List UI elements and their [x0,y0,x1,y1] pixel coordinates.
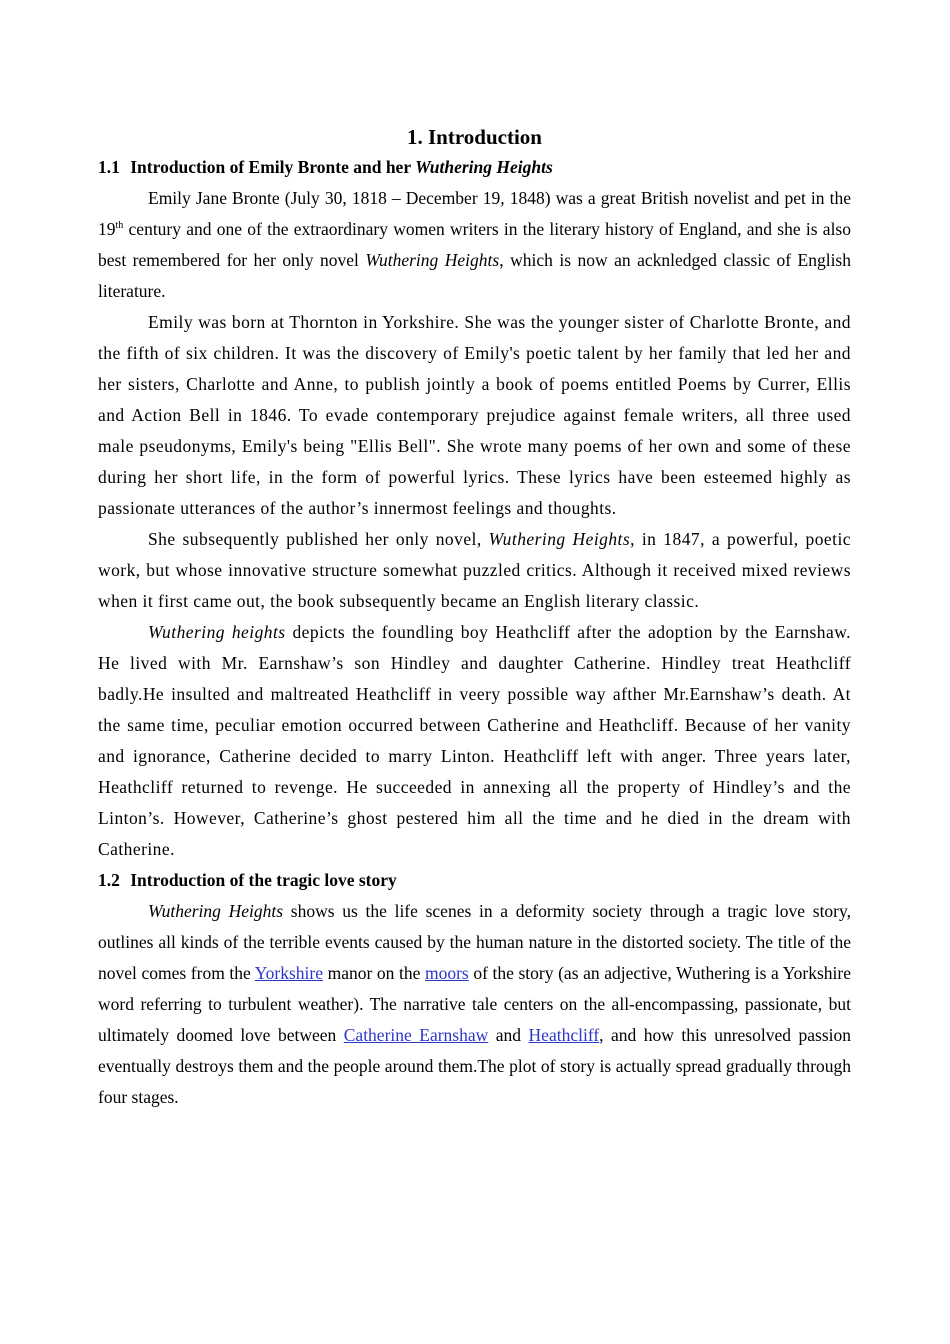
page-title: 1. Introduction [407,125,542,149]
paragraph-2: Emily was born at Thornton in Yorkshire. She was the younger sister of Charlotte Bronte, and the fifth of six children. It was the discovery of Emily's poetic talent by her family that led her and her sisters, Charlotte and Anne, to publish jointly a book of poems entitled Poems by Currer, Ellis and Action Bell in 1846. To evade contemporary prejudice against female writers, all three used male pseudonyms, Emily's being "Ellis Bell". She wrote many poems of her own and some of these during her short life, in the form of powerful lyrics. These lyrics have been esteemed highly as passionate utterances of the author’s innermost feelings and thoughts. [98,312,851,518]
paragraph-text: Emily Jane Bronte (July 30, 1818 – December 19, 1848) was a great British novelist and pet in the 19 [98,188,851,239]
section-heading-italic: Wuthering Heights [415,157,553,177]
paragraph-text: , in 1847, a powerful, poetic work, but whose innovative structure somewhat puzzled critics. Although it received mixed reviews when it first came out, the book subsequently became an English literary classic. [98,529,851,611]
paragraph-4 [98,617,851,865]
document-page [98,122,851,1113]
link-catherine-earnshaw[interactable]: Catherine Earnshaw [343,1025,489,1045]
book-title: Wuthering Heights [365,250,500,270]
book-title: Wuthering Heights [148,901,284,921]
paragraph-text: century and one of the extraordinary women writers in the literary history of England, and she is also best remembered for her only novel [98,219,851,270]
paragraph-text: and [488,1025,529,1045]
paragraph-text: , which is now an acknledged classic of English literature. [98,250,851,301]
paragraph-text: of the story (as an adjective, Wuthering is a Yorkshire word referring to turbulent weather). The narrative tale centers on the all-encompassing, passionate, but ultimately doomed love between [98,963,851,1045]
section-number: 1.2 [98,870,120,890]
paragraph-text: She subsequently published her only novel, [148,529,489,549]
paragraph-text: , and how this unresolved passion eventually destroys them and the people around them.The plot of story is actually spread gradually through four stages. [98,1025,851,1107]
book-title: Wuthering heights [148,622,286,642]
paragraph-text: shows us the life scenes in a deformity society through a tragic love story, outlines all kinds of the terrible events caused by the human nature in the distorted society. The title of the novel comes from the [98,901,851,983]
section-number: 1.1 [98,157,120,177]
section-heading-1-1 [98,152,851,183]
paragraph-text: manor on the [322,963,425,983]
link-heathcliff[interactable]: Heathcliff [528,1025,600,1045]
section-heading-text: Introduction of the tragic love story [130,870,397,890]
link-yorkshire[interactable]: Yorkshire [254,963,323,983]
section-heading-1-2 [98,865,851,896]
superscript: th [115,220,124,231]
book-title: Wuthering Heights [488,529,631,549]
link-moors[interactable]: moors [424,963,469,983]
section-heading-text: Introduction of Emily Bronte and her [130,157,411,177]
paragraph-text: depicts the foundling boy Heathcliff after the adoption by the Earnshaw. He lived with Mr. Earnshaw’s son Hindley and daughter Catherine. Hindley treat Heathcliff badly.He insulted and maltreated Heathcliff in veery possible way afther Mr.Earnshaw’s death. At the same time, peculiar emotion occurred between Catherine and Heathcliff. Because of her vanity and ignorance, Catherine decided to marry Linton. Heathcliff left with anger. Three years later, Heathcliff returned to revenge. He succeeded in annexing all the property of Hindley’s and the Linton’s. However, Catherine’s ghost pestered him all the time and he died in the dream with Catherine. [98,622,851,859]
paragraph-5 [98,896,851,1113]
paragraph-1 [98,183,851,307]
paragraph-3 [98,524,851,617]
